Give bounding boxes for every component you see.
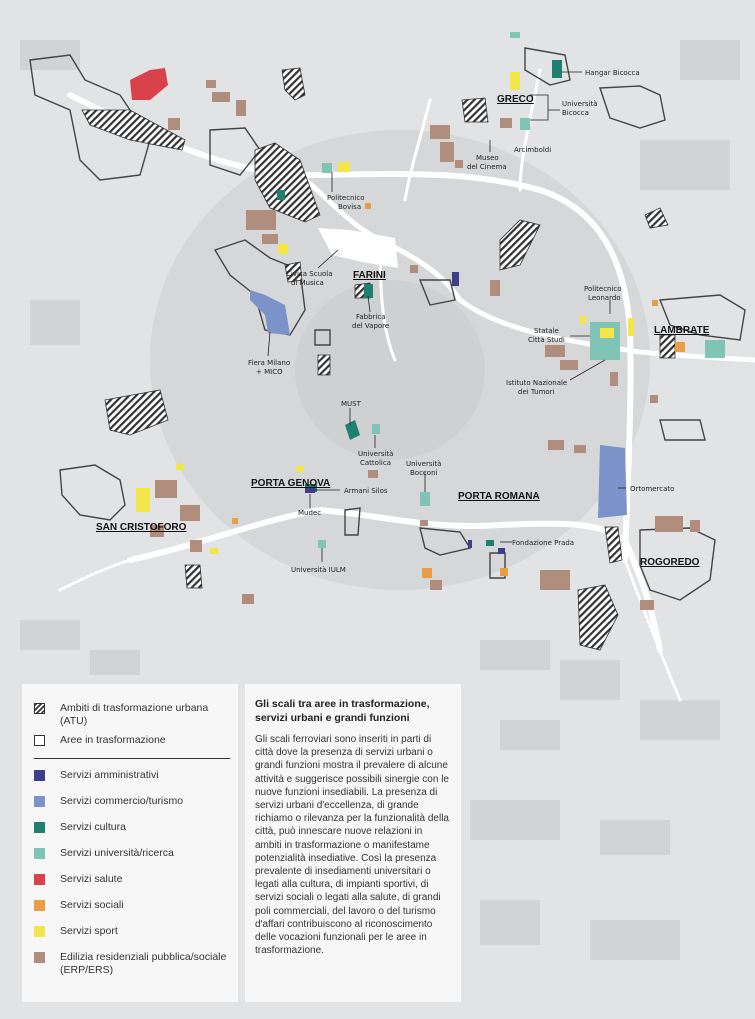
label-greco: GRECO <box>497 94 534 105</box>
outline-swatch-icon <box>34 735 45 746</box>
legend-label: Servizi sociali <box>60 899 124 911</box>
label-statale-2: Città Studi <box>528 336 565 344</box>
label-museo-cinema-2: del Cinema <box>467 163 507 171</box>
label-bocconi: Università <box>406 460 442 468</box>
legend-item-aree <box>34 734 166 746</box>
legend-panel <box>22 684 238 1002</box>
color-swatch-icon <box>34 900 45 911</box>
label-fabbrica-vapore-2: del Vapore <box>352 322 390 330</box>
legend-label: Servizi commercio/turismo <box>60 795 184 807</box>
label-arcimboldi: Arcimboldi <box>514 146 552 154</box>
label-tumori-2: dei Tumori <box>518 388 555 396</box>
label-statale: Statale <box>534 327 559 335</box>
legend-label: Aree in trasformazione <box>60 734 166 746</box>
label-san-cristoforo: SAN CRISTOFORO <box>96 522 187 533</box>
legend-label: Servizi cultura <box>60 821 126 833</box>
hatch-swatch-icon <box>34 703 45 714</box>
legend-item <box>34 795 183 807</box>
legend-label: Ambiti di trasformazione urbana (ATU) <box>60 702 209 727</box>
label-bocconi-2: Bocconi <box>410 469 438 477</box>
label-civica-scuola-2: di Musica <box>291 279 324 287</box>
label-mudec: Mudec <box>298 509 322 517</box>
label-cattolica: Università <box>358 450 394 458</box>
label-ortomercato: Ortomercato <box>630 485 675 493</box>
label-farini: FARINI <box>353 270 386 281</box>
legend-label: Servizi sport <box>60 925 118 937</box>
label-porta-romana: PORTA ROMANA <box>458 491 540 502</box>
description-panel <box>245 684 461 1002</box>
color-swatch-icon <box>34 926 45 937</box>
legend-item <box>34 899 124 911</box>
legend-item <box>34 951 230 977</box>
description-title: Gli scali tra aree in trasformazione, servizi urbani e grandi funzioni <box>255 698 430 724</box>
label-armani-silos: Armani Silos <box>344 487 388 495</box>
label-universita-bicocca-2: Bicocca <box>562 109 589 117</box>
legend-item <box>34 769 159 781</box>
label-hangar-bicocca: Hangar Bicocca <box>585 69 640 77</box>
label-civica-scuola: Civica Scuola <box>286 270 333 278</box>
label-fiera-2: + MICO <box>256 368 283 376</box>
color-swatch-icon <box>34 848 45 859</box>
legend-item <box>34 821 126 833</box>
legend-label: Servizi amministrativi <box>60 769 159 781</box>
legend-item <box>34 847 174 859</box>
color-swatch-icon <box>34 874 45 885</box>
label-tumori: Istituto Nazionale <box>506 379 568 387</box>
label-fabbrica-vapore: Fabbrica <box>356 313 386 321</box>
legend-item <box>34 873 122 885</box>
label-cattolica-2: Cattolica <box>360 459 391 467</box>
legend-divider <box>34 758 230 759</box>
legend-item <box>34 925 118 937</box>
label-politecnico-bovisa-2: Bovisa <box>338 203 362 211</box>
color-swatch-icon <box>34 952 45 963</box>
label-iulm: Università IULM <box>291 566 346 574</box>
legend-label: Edilizia residenziali pubblica/sociale (ERP/ERS) <box>60 951 227 976</box>
color-swatch-icon <box>34 770 45 781</box>
label-rogoredo: ROGOREDO <box>640 557 700 568</box>
color-swatch-icon <box>34 796 45 807</box>
color-swatch-icon <box>34 822 45 833</box>
label-politecnico-leonardo-2: Leonardo <box>588 294 621 302</box>
label-lambrate: LAMBRATE <box>654 325 710 336</box>
label-fiera: Fiera Milano <box>248 359 291 367</box>
label-fondazione-prada: Fondazione Prada <box>512 539 575 547</box>
legend-label: Servizi università/ricerca <box>60 847 174 859</box>
label-museo-cinema: Museo <box>476 154 499 162</box>
label-porta-genova: PORTA GENOVA <box>251 478 331 489</box>
legend-label: Servizi salute <box>60 873 123 885</box>
label-universita-bicocca: Università <box>562 100 598 108</box>
label-politecnico-bovisa: Politecnico <box>327 194 365 202</box>
description-body: Gli scali ferroviari sono inseriti in parti di città dove la presenza di servizi urbani o grandi funzioni mostra il prevalere di alcune attività e suggerisce possibili sinergie con le nuove funzioni insediabili. La presenza di servizi urbani d'eccellenza, di grande richiamo o rilevanza per la funzionalità della città, può innescare nuove relazioni in ambiti in trasformazione o manifestame potenzialità insediative. Così la presenza prevalente di insediamenti universitari o legati alla cultura, di impianti sportivi, di servizi sociali o legati alla salute, di grandi poli commerciali, del lavoro o del turismo d'affari contribuiscono al riconoscimento delle vocazioni funzionali per le aree in trasformazione. <box>255 734 449 957</box>
label-politecnico-leonardo: Politecnico <box>584 285 622 293</box>
label-must: MUST <box>341 400 361 408</box>
legend-item-atu <box>34 702 230 728</box>
